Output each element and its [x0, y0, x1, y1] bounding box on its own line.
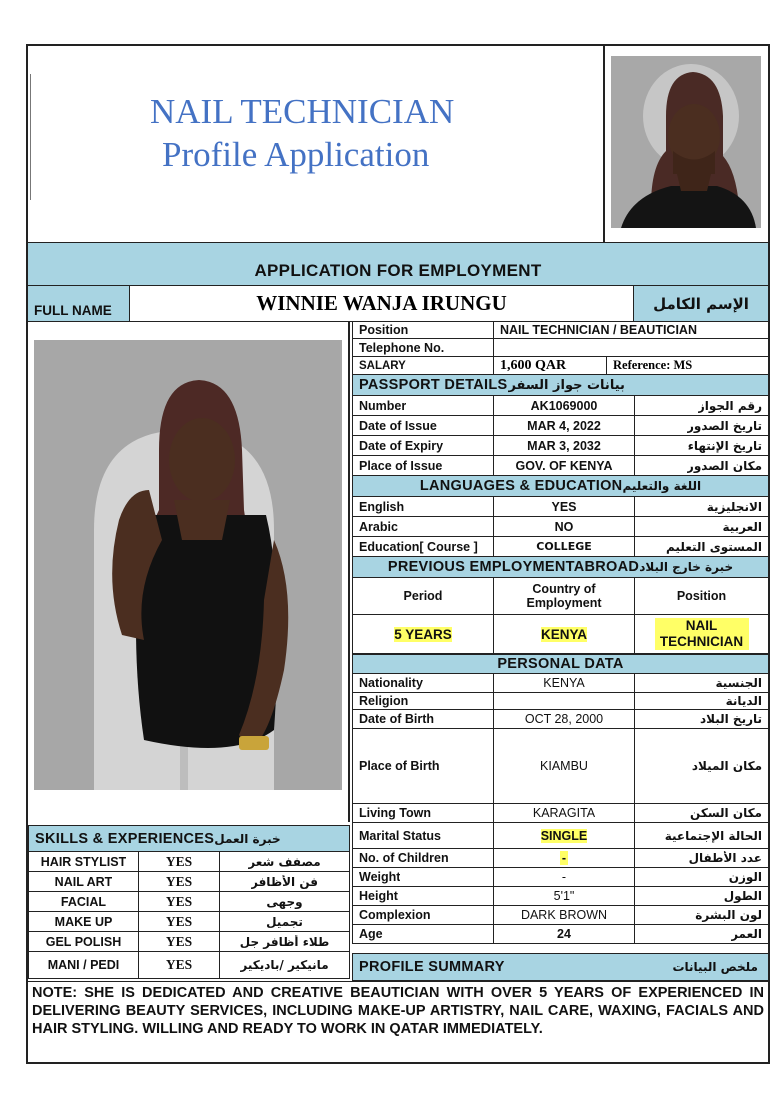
personal-row-value: SINGLE [540, 828, 588, 843]
full-name-value: WINNIE WANJA IRUNGU [256, 291, 507, 315]
passport-row-ar-cell [634, 395, 769, 416]
personal-row-label-cell [352, 924, 494, 944]
passport-row-label-cell [352, 395, 494, 416]
personal-row-ar: العمر [731, 927, 762, 941]
personal-row-label: No. of Children [359, 851, 449, 865]
passport-row-ar: مكان الصدور [686, 458, 762, 473]
passport-row-value-cell [493, 435, 635, 456]
skill-ar: وجهى [266, 894, 303, 909]
personal-row-label-cell [352, 886, 494, 906]
passport-row-value: AK1069000 [530, 398, 598, 413]
skill-value-cell [138, 911, 220, 932]
personal-row-value-cell [493, 848, 635, 868]
languages-row-ar: المستوى التعليم [666, 539, 762, 554]
personal-row-label: Marital Status [359, 828, 441, 843]
skill-ar-cell [219, 891, 350, 912]
skill-ar-cell [219, 911, 350, 932]
languages-row-ar: الانجليزية [706, 499, 762, 514]
skill-value-cell [138, 951, 220, 979]
personal-row-ar-cell [634, 905, 769, 925]
languages-row-ar-cell [634, 496, 769, 517]
personal-row-label: Nationality [359, 676, 423, 690]
skills-header [28, 825, 350, 852]
passport-row-ar-cell [634, 415, 769, 436]
reference-value: Reference: MS [613, 358, 693, 372]
languages-row-ar-cell [634, 516, 769, 537]
passport-row-value-cell [493, 415, 635, 436]
skill-value-cell [138, 871, 220, 892]
passport-row-label: Date of Issue [359, 418, 437, 433]
personal-header [352, 654, 769, 674]
passport-title: PASSPORT DETAILS [359, 377, 508, 393]
passport-row-ar: تاريخ الإنتهاء [687, 438, 762, 453]
languages-row-label: Education[ Course ] [359, 539, 478, 554]
languages-header [352, 475, 769, 497]
passport-row-value-cell [493, 455, 635, 476]
previous-title: PREVIOUS EMPLOYMENTABROAD [387, 559, 640, 575]
passport-row-label: Number [359, 398, 407, 413]
languages-row-label: English [359, 499, 405, 514]
skill-label-cell [28, 871, 139, 892]
passport-header [352, 374, 769, 396]
languages-title: LANGUAGES & EDUCATION [419, 478, 623, 494]
languages-row-value: YES [551, 499, 577, 514]
personal-row-ar: تاريخ البلاد [699, 712, 762, 726]
passport-row-value: GOV. OF KENYA [515, 458, 613, 473]
passport-row-ar-cell [634, 435, 769, 456]
skill-ar: طلاء أظافر جل [239, 934, 330, 949]
skill-ar-cell [219, 931, 350, 952]
skill-value-cell [138, 851, 220, 872]
personal-row-value-cell [493, 709, 635, 729]
skill-label-cell [28, 951, 139, 979]
skill-label: FACIAL [60, 894, 107, 909]
skill-ar: تجميل [266, 914, 303, 929]
personal-row-ar-cell [634, 822, 769, 849]
summary-title-ar: ملخص البيانات [672, 960, 758, 974]
full-body-portrait-icon [34, 340, 342, 790]
personal-row-value: DARK BROWN [520, 908, 608, 922]
previous-header [352, 556, 769, 578]
salary-label-cell [352, 356, 494, 375]
skill-ar: فن الأظافر [250, 874, 318, 889]
passport-row-label-cell [352, 455, 494, 476]
header-title-line2: Profile Application [162, 135, 430, 174]
personal-row-label-cell [352, 673, 494, 693]
skill-ar-cell [219, 851, 350, 872]
passport-row-label: Place of Issue [359, 458, 443, 473]
passport-title-ar: بيانات جواز السفر [508, 377, 625, 393]
salary-value: 1,600 QAR [500, 357, 567, 373]
personal-row-label: Date of Birth [359, 712, 434, 726]
salary-value-cell [493, 356, 607, 375]
personal-row-ar-cell [634, 673, 769, 693]
personal-row-ar-cell [634, 692, 769, 710]
languages-row-ar: العربية [722, 519, 762, 534]
skill-value: YES [165, 893, 193, 909]
personal-row-label-cell [352, 709, 494, 729]
previous-title-ar: خبرة خارج البلاد [639, 560, 734, 574]
summary-note-box [28, 981, 768, 1063]
telephone-label: Telephone No. [359, 340, 445, 355]
languages-row-label-cell [352, 516, 494, 537]
languages-row-value: NO [554, 519, 574, 534]
personal-row-ar: لون البشرة [695, 908, 762, 922]
prev-period: 5 YEARS [394, 626, 452, 642]
personal-row-label-cell [352, 848, 494, 868]
personal-row-label: Weight [359, 870, 401, 884]
personal-row-label: Age [359, 927, 383, 941]
skill-label-cell [28, 911, 139, 932]
personal-row-value: - [561, 870, 567, 884]
personal-row-value-cell [493, 905, 635, 925]
employment-banner [28, 242, 768, 286]
skill-value: YES [165, 933, 193, 949]
full-name-value-cell [130, 286, 634, 322]
prev-country-cell [493, 614, 635, 654]
passport-row-value: MAR 4, 2022 [527, 418, 601, 433]
personal-row-value: 24 [557, 927, 571, 941]
skill-value-cell [138, 931, 220, 952]
personal-row-ar: الجنسية [715, 676, 762, 690]
personal-row-ar: مكان السكن [690, 806, 762, 820]
personal-row-value-cell [493, 924, 635, 944]
skills-title: SKILLS & EXPERIENCES [35, 830, 215, 847]
personal-row-label-cell [352, 867, 494, 887]
personal-row-label-cell [352, 728, 494, 804]
skill-ar-cell [219, 871, 350, 892]
personal-row-value-cell [493, 822, 635, 849]
full-name-label-cell [28, 286, 130, 322]
prev-col-position: Position [676, 589, 727, 603]
personal-row-label-cell [352, 822, 494, 849]
skill-label-cell [28, 851, 139, 872]
passport-row-label-cell [352, 415, 494, 436]
personal-row-ar: عدد الأطفال [688, 851, 762, 865]
personal-row-ar: الطول [723, 889, 762, 903]
languages-row-value-cell [493, 516, 635, 537]
personal-row-ar-cell [634, 803, 769, 823]
personal-row-value: 5'1" [553, 889, 575, 903]
passport-row-ar-cell [634, 455, 769, 476]
personal-row-value-cell [493, 728, 635, 804]
personal-row-ar-cell [634, 867, 769, 887]
skill-ar: مانيكير /باديكير [240, 958, 329, 972]
prev-position-cell [634, 614, 769, 654]
personal-row-ar: الوزن [728, 870, 762, 884]
summary-header [352, 953, 769, 981]
skill-ar-cell [219, 951, 350, 979]
personal-row-label-cell [352, 692, 494, 710]
languages-row-value-cell [493, 496, 635, 517]
skill-label: NAIL ART [54, 874, 113, 889]
skills-title-ar: خبرة العمل [214, 831, 281, 846]
passport-row-ar: تاريخ الصدور [687, 418, 762, 433]
personal-row-value: KARAGITA [532, 806, 596, 820]
languages-row-label-cell [352, 536, 494, 557]
full-name-ar: الإسم الكامل [653, 294, 749, 313]
prev-period-cell [352, 614, 494, 654]
header-title-line1: NAIL TECHNICIAN [150, 92, 455, 131]
position-value-cell [493, 321, 769, 339]
skill-ar: مصفف شعر [248, 854, 321, 869]
skill-label: GEL POLISH [45, 934, 122, 949]
headshot-box [604, 46, 768, 242]
personal-row-label: Height [359, 889, 398, 903]
prev-col-period: Period [403, 589, 443, 603]
prev-col-period-cell [352, 577, 494, 615]
languages-row-value: COLLEGE [536, 540, 592, 553]
personal-row-label: Living Town [359, 806, 431, 820]
skill-value: YES [165, 873, 193, 889]
passport-row-label: Date of Expiry [359, 438, 444, 453]
languages-row-label-cell [352, 496, 494, 517]
personal-row-value-cell [493, 673, 635, 693]
personal-row-value: - [561, 851, 567, 865]
full-body-photo [34, 340, 342, 790]
telephone-value-cell [493, 338, 769, 357]
personal-row-value-cell [493, 803, 635, 823]
personal-row-value-cell [493, 692, 635, 710]
prev-col-country: Country of Employment [526, 582, 602, 610]
passport-row-value: MAR 3, 2032 [527, 438, 601, 453]
personal-row-value: KIAMBU [540, 759, 588, 773]
personal-row-ar: مكان الميلاد [691, 759, 762, 773]
languages-title-ar: اللغة والتعليم [622, 479, 702, 493]
skill-value: YES [165, 913, 193, 929]
languages-row-label: Arabic [359, 519, 398, 534]
personal-row-ar-cell [634, 709, 769, 729]
salary-label: SALARY [359, 359, 406, 372]
personal-row-value-cell [493, 867, 635, 887]
personal-row-ar-cell [634, 848, 769, 868]
personal-row-ar-cell [634, 728, 769, 804]
passport-row-ar: رقم الجواز [697, 398, 762, 413]
summary-note: NOTE: SHE IS DEDICATED AND CREATIVE BEAUTICIAN WITH OVER 5 YEARS OF EXPERIENCED IN DELIVERING BEAUTY SERVICES, INCLUDING MAKE-UP ARTISTRY, NAIL CARE, WAXING, FACIALS AND HAIR STYLING. WILLING AND READY TO WORK IN QATAR IMMEDIATELY. [32, 985, 764, 1037]
personal-row-ar-cell [634, 886, 769, 906]
skill-label: MAKE UP [54, 914, 113, 929]
header-side-rule [30, 74, 31, 200]
languages-row-ar-cell [634, 536, 769, 557]
full-name-label: FULL NAME [34, 303, 112, 318]
personal-row-value: KENYA [543, 676, 585, 690]
reference-cell [606, 356, 769, 375]
skill-value: YES [165, 853, 193, 869]
passport-row-value-cell [493, 395, 635, 416]
personal-row-label-cell [352, 803, 494, 823]
skill-value: YES [165, 957, 193, 972]
personal-row-ar: الحالة الإجتماعية [664, 828, 762, 843]
skill-label-cell [28, 891, 139, 912]
personal-row-label-cell [352, 905, 494, 925]
employment-banner-text: APPLICATION FOR EMPLOYMENT [254, 261, 542, 280]
personal-row-value: OCT 28, 2000 [524, 712, 604, 726]
personal-row-label: Religion [359, 694, 409, 708]
languages-row-value-cell [493, 536, 635, 557]
prev-position: NAIL TECHNICIAN [655, 618, 749, 650]
skill-label: HAIR STYLIST [40, 854, 127, 869]
full-name-ar-cell [634, 286, 768, 322]
passport-row-label-cell [352, 435, 494, 456]
position-label-cell [352, 321, 494, 339]
personal-row-label: Place of Birth [359, 759, 440, 773]
skill-label-cell [28, 931, 139, 952]
prev-col-position-cell [634, 577, 769, 615]
prev-country: KENYA [540, 626, 588, 642]
personal-title: PERSONAL DATA [497, 656, 624, 672]
personal-row-ar: الديانة [725, 694, 762, 708]
personal-row-value-cell [493, 886, 635, 906]
skill-label: MANI / PEDI [47, 958, 120, 972]
position-label: Position [359, 323, 409, 337]
prev-col-country-cell [493, 577, 635, 615]
position-value: NAIL TECHNICIAN / BEAUTICIAN [500, 323, 697, 337]
summary-title: PROFILE SUMMARY [359, 959, 505, 975]
personal-row-ar-cell [634, 924, 769, 944]
skill-value-cell [138, 891, 220, 912]
telephone-label-cell [352, 338, 494, 357]
personal-row-label: Complexion [359, 908, 431, 922]
